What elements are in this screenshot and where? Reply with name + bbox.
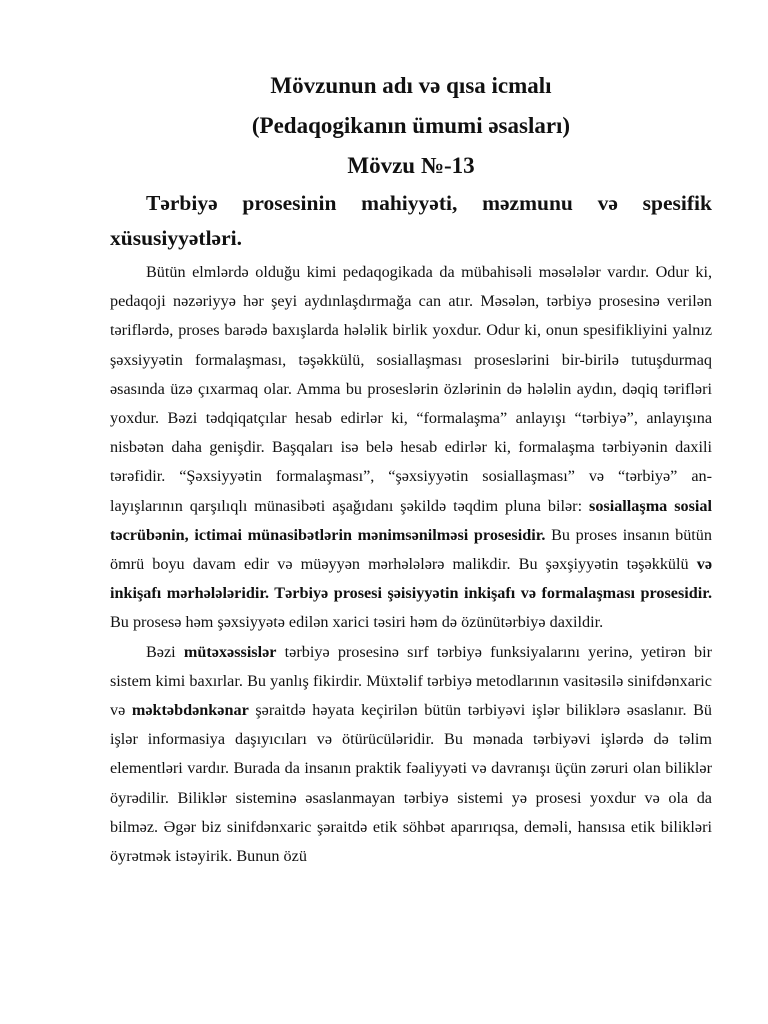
topic-number: Mövzu №-13 (347, 153, 475, 178)
paragraph-1-text-1: Bütün elmlərdə olduğu kimi pedaqogikada da mübahisəli məsələlər vardır. Odur ki, pedaqoji nəzəriyyə hər şeyi aydınlaşdırmağa can atır. Məsələn, tərbiyə prosesinə verilən təriflərdə, proses barədə baxışlarda hələlik birlik yoxdur. Odur ki, onun spesifikliyini yalnız şəxsiyyətin formalaşması, təşəkkülü, sosiallaşması proseslərini bir-birilə tutuşdurmaq əsasında üzə çıxarmaq olar. Amma bu proseslərin özlərinin də hələlin aydın, dəqiq tərifləri yoxdur. Bəzi tədqiqatçılar hesab edirlər ki, “formalaşma” anlayışı “tərbiyə”, anlayışına nisbətən daha genişdir. Başqaları isə belə hesab edirlər ki, formalaşma tərbiyənin daxili tərəfidir. “Şəxsiyyətin formalaşması”, “şəxsiyyətin sosiallaşması” və “tərbiyə” an-layışlarının qarşılıqlı münasibəti aşağıdanı şəkildə təqdim pluna bilər: (110, 263, 712, 515)
document-title-line-2: (Pedaqogikanın ümumi əsasları) (251, 113, 571, 138)
document-title-line-1: Mövzunun adı və qısa icmalı (270, 73, 552, 98)
paragraph-2 (110, 638, 712, 872)
paragraph-1-bold-2: və inkişafı mərhələləridir. Tərbiyə prosesi şəisiyyətin inkişafı və formalaşması prosesidir. (110, 555, 712, 603)
paragraph-1-text-3: Bu prosesə həm şəxsiyyətə edilən xarici təsiri həm də özünütərbiyə daxildir. (110, 613, 604, 632)
paragraph-1-bold-1: sosiallaşma sosial təcrübənin, ictimai münasibətlərin mənimsənilməsi prosesidir. (110, 496, 712, 544)
paragraph-2-text-3: şəraitdə həyata keçirilən bütün tərbiyəvi işlər biliklərə əsaslanır. Bü işlər informasiya daşıyıcıları və ötürücüləridir. Bu mənada tərbiyəvi işlərdə də təlim elementləri vardır. Burada da insanın praktik fəaliyyəti və davranışı üçün zəruri olan biliklər öyrədilir. Biliklər sisteminə əsaslanmayan tərbiyə sistemi yə prosesi yoxdur və ola da bilməz. Əgər biz sinifdənxaric şəraitdə etik söhbət aparırıqsa, deməli, hansısa etik bilikləri öyrətmək istəyirik. Bunun özü (110, 701, 713, 866)
paragraph-1 (110, 258, 712, 638)
paragraph-2-text-2: tərbiyə prosesinə sırf tərbiyə funksiyalarını yerinə, yetirən bir sistem kimi baxırlar. Bu yanlış fikirdir. Müxtəlif tərbiyə metodlarının vasitəsilə sinifdənxaric və (110, 642, 712, 720)
paragraph-2-bold-1: mütəxəssislər (183, 642, 277, 661)
document-page (110, 66, 712, 871)
paragraph-2-bold-2: məktəbdənkənar (131, 701, 249, 720)
section-heading: Tərbiyə prosesinin mahiyyəti, məzmunu və spesifik xüsusiyyətləri. (110, 191, 712, 250)
paragraph-1-text-2: Bu proses insanın bütün ömrü boyu davam edir və müəyyən mərhələlərə malikdir. Bu şəxşiyyətin təşəkkülü (110, 525, 712, 574)
paragraph-2-text-1: Bəzi (146, 642, 184, 661)
